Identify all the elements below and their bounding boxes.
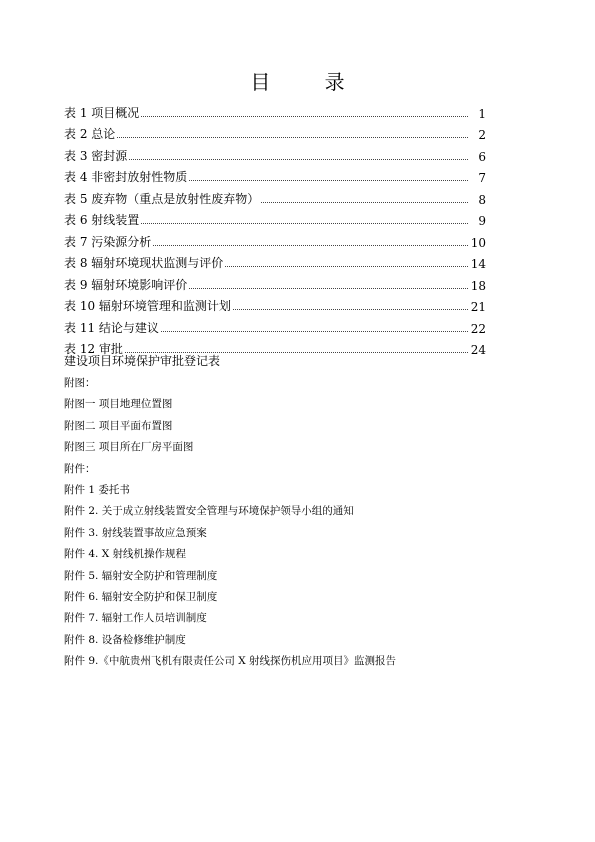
toc-entry-page: 24 xyxy=(470,343,486,357)
toc-entry-label: 表 7 污染源分析 xyxy=(64,234,152,249)
toc-entry-page: 22 xyxy=(470,321,486,336)
toc-leader xyxy=(129,158,468,160)
toc-leader xyxy=(189,287,468,289)
toc-entry-page: 8 xyxy=(478,192,486,207)
toc-entry[interactable] xyxy=(64,293,494,315)
toc-entry[interactable] xyxy=(64,99,494,121)
toc-entry-label: 表 2 总论 xyxy=(64,127,116,141)
page-title: 目 录 xyxy=(250,70,369,94)
annex-item[interactable]: 附件 3. 射线装置事故应急预案 xyxy=(64,526,207,539)
toc-leader xyxy=(225,265,468,267)
toc-entry-page: 2 xyxy=(478,128,486,142)
toc-entry-page: 1 xyxy=(478,106,486,121)
toc-entry-label: 表 4 非密封放射性物质 xyxy=(64,170,188,184)
toc-entry-label: 表 8 辐射环境现状监测与评价 xyxy=(64,256,224,270)
annex-item[interactable]: 附件 5. 辐射安全防护和管理制度 xyxy=(64,569,218,582)
annex-item[interactable]: 附图一 项目地理位置图 xyxy=(64,398,173,411)
toc-entry[interactable] xyxy=(64,314,494,336)
annex-item[interactable]: 附件 2. 关于成立射线装置安全管理与环境保护领导小组的通知 xyxy=(64,505,354,518)
toc-entry-page: 6 xyxy=(478,149,486,164)
toc-leader xyxy=(141,222,468,224)
annex-item[interactable]: 附图三 项目所在厂房平面图 xyxy=(64,441,194,454)
annex-figures-heading: 附图： xyxy=(64,377,96,389)
toc-leader xyxy=(161,330,468,332)
annex-item[interactable]: 附件 7. 辐射工作人员培训制度 xyxy=(64,612,207,625)
annex-item[interactable]: 附件 9.《中航贵州飞机有限责任公司 X 射线探伤机应用项目》监测报告 xyxy=(64,655,397,668)
annex-item[interactable]: 附件 6. 辐射安全防护和保卫制度 xyxy=(64,590,218,603)
toc-entry[interactable] xyxy=(64,142,494,164)
toc-leader xyxy=(261,201,468,203)
annex-list xyxy=(64,373,396,672)
toc-leader xyxy=(153,244,468,246)
toc-entry-label: 表 3 密封源 xyxy=(64,148,128,163)
toc-entry-label: 表 10 辐射环境管理和监测计划 xyxy=(64,299,231,313)
toc-entry-label: 表 11 结论与建议 xyxy=(64,320,159,335)
toc-entry[interactable] xyxy=(64,164,494,186)
annex-item[interactable]: 附件 8. 设备检修维护制度 xyxy=(64,633,186,646)
annex-item[interactable]: 附图二 项目平面布置图 xyxy=(64,419,173,432)
toc-leader xyxy=(189,179,468,181)
toc-entry[interactable] xyxy=(64,121,494,143)
toc-entry[interactable] xyxy=(64,271,494,293)
toc-entry[interactable] xyxy=(64,250,494,272)
annex-attachments-heading: 附件： xyxy=(64,462,96,475)
toc-entry-page: 9 xyxy=(478,214,486,228)
toc-list xyxy=(64,99,494,357)
toc-leader xyxy=(141,115,468,117)
toc-entry-label: 表 1 项目概况 xyxy=(64,105,140,120)
toc-entry[interactable] xyxy=(64,185,494,207)
registration-form-title: 建设项目环境保护审批登记表 xyxy=(64,354,221,368)
toc-entry-page: 18 xyxy=(470,278,486,293)
toc-entry-label: 表 5 废弃物（重点是放射性废弃物） xyxy=(64,191,260,206)
toc-entry-label: 表 6 射线装置 xyxy=(64,213,140,227)
toc-entry-page: 14 xyxy=(470,257,486,271)
toc-entry-page: 10 xyxy=(470,235,486,250)
toc-entry-label: 表 9 辐射环境影响评价 xyxy=(64,277,188,292)
toc-entry-page: 21 xyxy=(470,300,486,314)
toc-entry[interactable] xyxy=(64,207,494,229)
toc-entry-page: 7 xyxy=(478,171,486,185)
toc-entry[interactable] xyxy=(64,228,494,250)
annex-item[interactable]: 附件 1 委托书 xyxy=(64,483,130,496)
toc-entry-label: 表 12 审批 xyxy=(64,342,123,356)
toc-leader xyxy=(233,308,468,310)
annex-item[interactable]: 附件 4. X 射线机操作规程 xyxy=(64,548,187,561)
toc-leader xyxy=(117,136,468,138)
